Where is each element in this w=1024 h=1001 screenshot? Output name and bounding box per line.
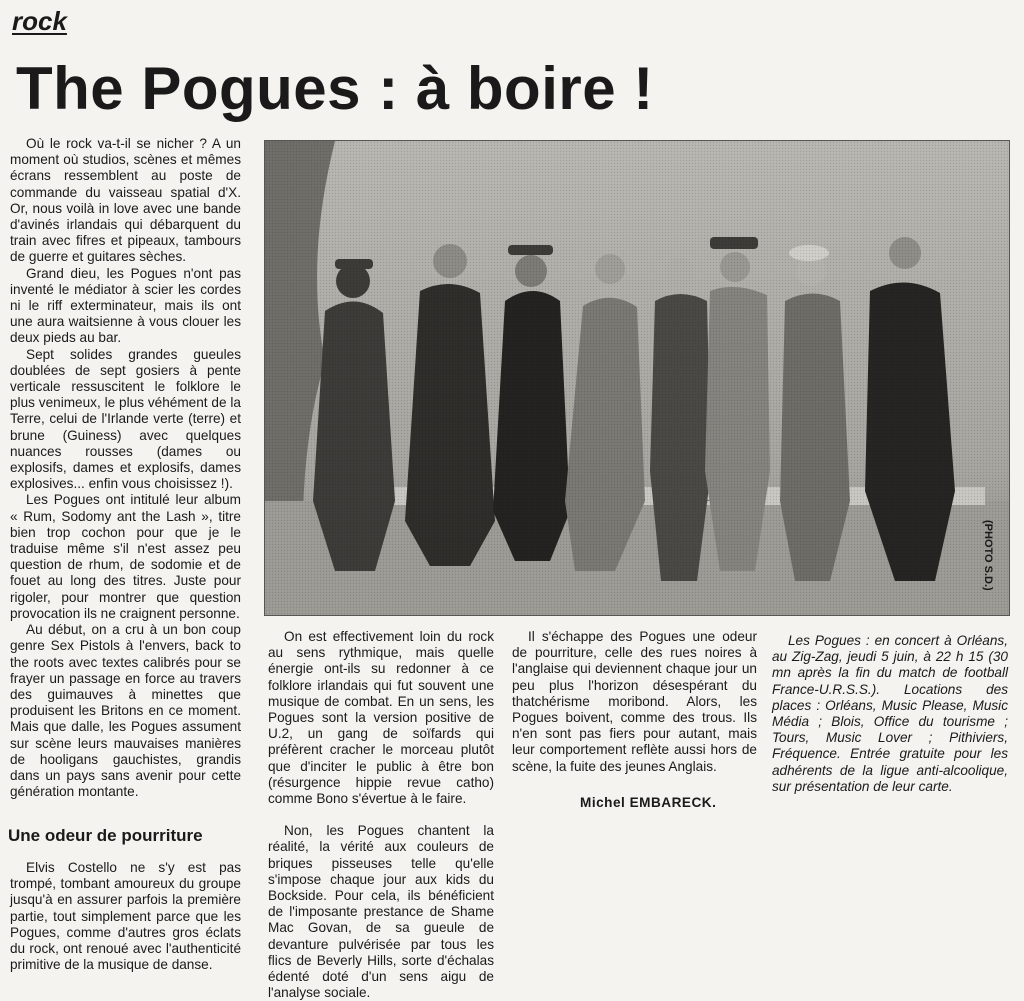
paragraph: On est effectivement loin du rock au sens rythmique, mais quelle énergie ont-ils su redonner à ce folklore irlandais qui fut souvent une musique de combat. En un sens, les Pogues sont la version positive de U.2, un gang de soïfards qui préfèrent cracher le morceau plutôt que d'inciter le public à être bon (résurgence hippie revue catho) comme Bono s'évertue à le faire.: [268, 629, 494, 807]
paragraph: Au début, on a cru à un bon coup genre Sex Pistols à l'envers, back to the roots avec textes calibrés pour se frayer un passage en force au travers des guimauves à minettes que produisent les Britons en ce moment. Mais que dalle, les Pogues assument sur scène leurs mauvaises manières de hooligans gauchistes, grandis dans un pays sans avenir pour cette génération montante.: [10, 622, 241, 800]
paragraph: Où le rock va-t-il se nicher ? A un moment où studios, scènes et mêmes écrans ressemblent au poste de commande du vaisseau spatial d'X. Or, nous voilà in love avec une bande d'avinés irlandais qui débarquent du train avec fifres et pipeaux, tambours de guerre et guitares sèches.: [10, 136, 241, 265]
section-tag: rock: [12, 6, 67, 36]
article-column-3: [512, 629, 757, 775]
paragraph: Il s'échappe des Pogues une odeur de pourriture, celle des rues noires à l'anglaise qui deviennent chaque jour un peu plus l'horizon désespérant du thatchérisme moribond. Alors, les Pogues boivent, comme des trous. Ils n'en sont pas fiers pour autant, mais leur comportement reflète aussi hors de scène, la fuite des jeunes Anglais.: [512, 629, 757, 774]
paragraph: Les Pogues : en concert à Orléans, au Zig-Zag, jeudi 5 juin, à 22 h 15 (30 mn après la fin du match de football France-U.R.S.S.). Locations des places : Orléans, Music Please, Music Média ; Blois, Office du tourisme ; Tours, Music Lover ; Pithiviers, Fréquence. Entrée gratuite pour les adhérents de la ligue anti-alcoolique, sur présentation de leur carte.: [772, 633, 1008, 794]
subheading: Une odeur de pourriture: [8, 826, 203, 845]
concert-info-column: [772, 633, 1008, 795]
paragraph: Non, les Pogues chantent la réalité, la vérité aux couleurs de briques pisseuses telle qu'elle s'impose chaque jour aux kids du Bockside. Pour cela, ils bénéficient de l'imposante prestance de Shame Mac Govan, de sa gueule de devanture pulvérisée par tous les flics de Beverly Hills, sorte d'échalas édenté doté d'un sens aigu de l'analyse sociale.: [268, 823, 494, 1001]
paragraph: Les Pogues ont intitulé leur album « Rum, Sodomy ant the Lash », titre bien trop cochon pour que je le traduise même s'il n'est assez peu question de rhum, de sodomie et de fouet au long des titres. Juste pour rigoler, pour montrer que question provocation ils ne craignent personne.: [10, 492, 241, 621]
photo-credit: (PHOTO S.D.): [982, 520, 994, 591]
article-column-1-continued: [10, 860, 241, 973]
paragraph: Grand dieu, les Pogues n'ont pas inventé le médiator à scier les cordes ni le riff exterminateur, mais ils ont une aura waitsienne à vous clouer les deux pieds au bar.: [10, 265, 241, 346]
headline: The Pogues : à boire !: [16, 55, 654, 122]
paragraph: Sept solides grandes gueules doublées de sept gosiers à pente verticale ressuscitent le folklore le plus venimeux, le plus véhément de la Terre, celui de l'Irlande verte (terre) et brune (Guiness) avec quelques nuances rousses (dames ou explosifs, dames et explosifs, dames explosives... enfin vous choisissez !).: [10, 346, 241, 492]
article-column-1: [10, 136, 241, 800]
band-photo-illustration: [265, 141, 1009, 615]
byline: Michel EMBARECK.: [580, 795, 717, 810]
band-photo: [264, 140, 1010, 616]
paragraph: Elvis Costello ne s'y est pas trompé, tombant amoureux du groupe jusqu'à en assurer parfois la première partie, tout simplement parce que les Pogues, comme d'autres gros éclats du rock, ont renoué avec l'authenticité primitive de la musique de danse.: [10, 860, 241, 973]
article-column-2: [268, 629, 494, 1001]
